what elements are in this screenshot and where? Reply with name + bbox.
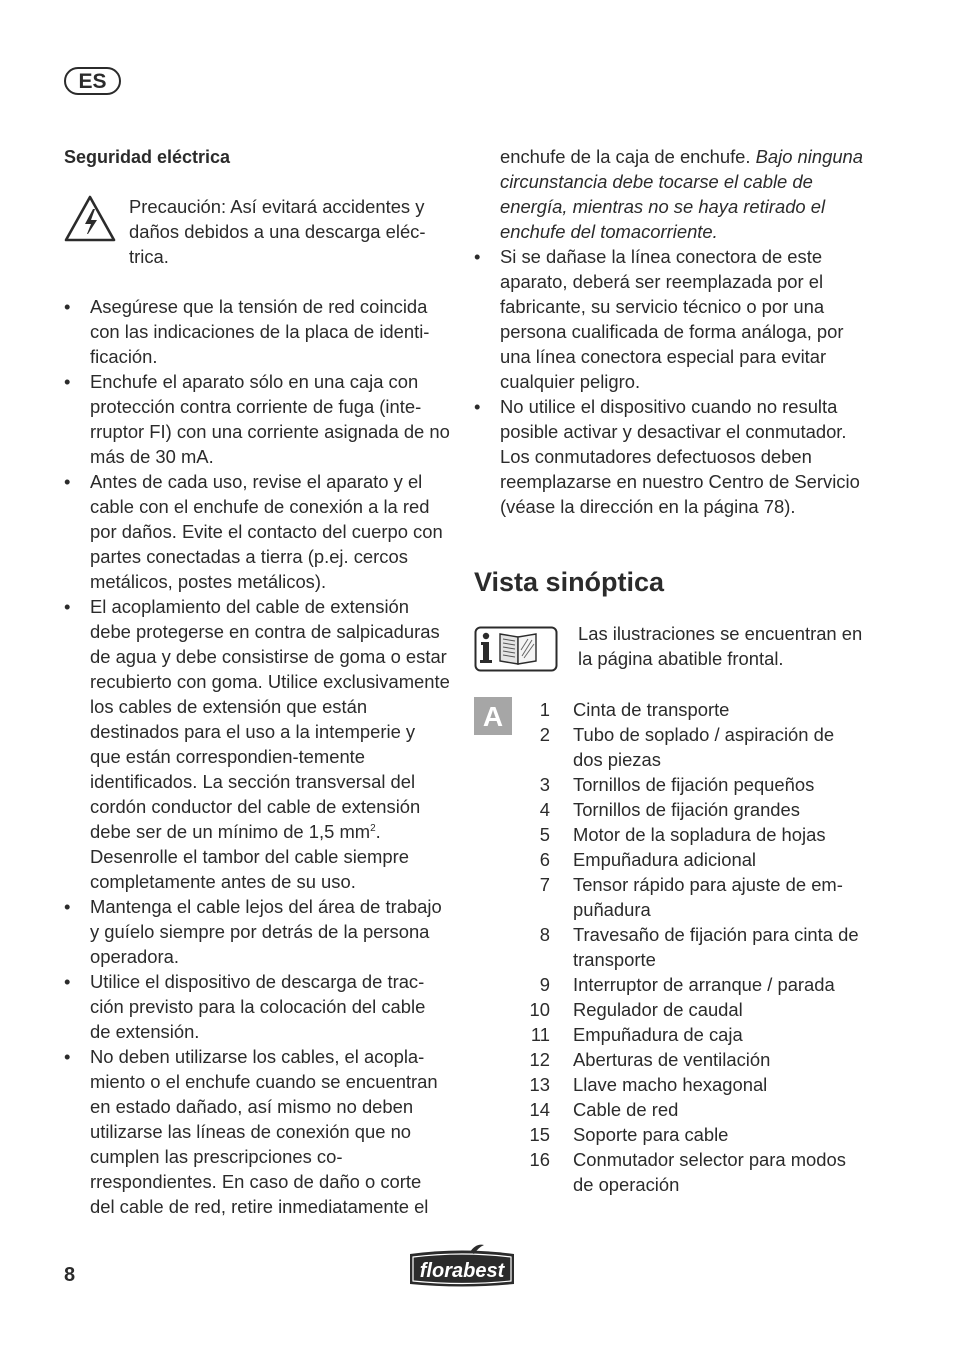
safety-bullet-list bbox=[64, 294, 450, 1219]
warning-block bbox=[64, 194, 450, 269]
part-number: 9 bbox=[539, 974, 550, 995]
part-label: Tornillos de fijación grandes bbox=[573, 799, 800, 820]
part-number: 12 bbox=[529, 1049, 550, 1070]
part-number: 14 bbox=[529, 1099, 550, 1120]
list-item bbox=[516, 822, 864, 847]
part-number: 6 bbox=[539, 849, 550, 870]
extension-text-part2: . Desenrolle el tambor del cable siempre completamente antes de su uso. bbox=[90, 821, 409, 892]
part-label: Cinta de transporte bbox=[573, 699, 730, 720]
right-bullet-list bbox=[474, 244, 864, 519]
list-item bbox=[516, 797, 864, 822]
part-number: 11 bbox=[530, 1024, 550, 1045]
list-item bbox=[516, 722, 864, 772]
parts-section bbox=[474, 697, 864, 1197]
part-number: 3 bbox=[539, 774, 550, 795]
list-item bbox=[516, 1072, 864, 1097]
list-item bbox=[516, 972, 864, 997]
continuation-paragraph bbox=[474, 144, 864, 244]
list-item bbox=[516, 1047, 864, 1072]
list-item: • Mantenga el cable lejos del área de trabajo y guíelo siempre por detrás de la persona operadora. bbox=[64, 894, 450, 969]
part-label: Tubo de soplado / aspiración de dos piezas bbox=[573, 724, 835, 770]
list-item bbox=[516, 847, 864, 872]
language-code: ES bbox=[78, 69, 107, 93]
info-text: Las ilustraciones se encuentran en la página abatible frontal. bbox=[578, 623, 863, 669]
list-item bbox=[516, 1097, 864, 1122]
part-number: 1 bbox=[539, 699, 550, 720]
electric-warning-icon bbox=[64, 194, 116, 244]
list-item: • Enchufe el aparato sólo en una caja con protección contra corriente de fuga (interruptor FI) con una corriente asignada de no más de 30 mA. bbox=[64, 369, 450, 469]
part-number: 8 bbox=[539, 924, 550, 945]
list-item: • Si se dañase la línea conectora de este aparato, deberá ser reemplazada por el fabricante, su servicio técnico o por una persona cualificada de forma análoga, por una línea conectora especial para evitar cualquier peligro. bbox=[474, 244, 864, 394]
list-item bbox=[516, 1147, 864, 1197]
overview-title: Vista sinóptica bbox=[474, 567, 665, 597]
list-item bbox=[516, 697, 864, 722]
part-label: Cable de red bbox=[573, 1099, 679, 1120]
part-number: 15 bbox=[529, 1124, 550, 1145]
list-item-extension-cable bbox=[64, 594, 450, 894]
part-number: 4 bbox=[539, 799, 550, 820]
part-label: Tornillos de fijación pequeños bbox=[573, 774, 815, 795]
continuation-italic: Bajo ninguna circunstancia debe tocarse el cable de energía, mientras no se haya retirado el enchufe del tomacorriente. bbox=[500, 146, 863, 242]
part-label: Soporte para cable bbox=[573, 1124, 729, 1145]
electrical-safety-heading: Seguridad eléctrica bbox=[64, 147, 231, 167]
florabest-logo bbox=[404, 1242, 520, 1290]
part-number: 10 bbox=[529, 999, 550, 1020]
part-label: Empuñadura adicional bbox=[573, 849, 757, 870]
list-item: • Asegúrese que la tensión de red coincida con las indicaciones de la placa de identificación. bbox=[64, 294, 450, 369]
parts-list bbox=[516, 697, 864, 1197]
left-column bbox=[64, 144, 450, 1219]
part-label: Tensor rápido para ajuste de empuñadura bbox=[573, 874, 843, 920]
list-item bbox=[516, 922, 864, 972]
language-badge bbox=[64, 67, 121, 95]
part-number: 16 bbox=[529, 1149, 550, 1170]
list-item bbox=[516, 872, 864, 922]
list-item bbox=[516, 772, 864, 797]
list-item: • No deben utilizarse los cables, el acoplamiento o el enchufe cuando se encuentran en estado dañado, así mismo no deben utilizarse las líneas de conexión que no cumplen las prescripciones correspondientes. En caso de daño o corte del cable de red, retire inmediatamente el bbox=[64, 1044, 450, 1219]
part-label: Interruptor de arranque / parada bbox=[573, 974, 835, 995]
part-number: 7 bbox=[539, 874, 550, 895]
page-number: 8 bbox=[64, 1264, 76, 1286]
list-item bbox=[516, 1022, 864, 1047]
warning-text: Precaución: Así evitará accidentes y daños debidos a una descarga eléctrica. bbox=[129, 196, 426, 267]
part-label: Regulador de caudal bbox=[573, 999, 743, 1020]
part-label: Llave macho hexagonal bbox=[573, 1074, 768, 1095]
right-column bbox=[474, 144, 864, 1197]
list-item bbox=[516, 1122, 864, 1147]
extension-text-part1: El acoplamiento del cable de extensión debe protegerse en contra de salpicaduras de agua y debe consistirse de goma o estar recubierto con goma. Utilice exclusivamente los cables de extensión que están destinados para el uso a la intemperie y que están correspondien-temente identificados. La sección transversal del cordón conductor del cable de extensión debe ser de un mínimo de 1,5 mm bbox=[90, 596, 450, 842]
part-label: Travesaño de fijación para cinta de transporte bbox=[573, 924, 859, 970]
list-item bbox=[516, 997, 864, 1022]
part-label: Empuñadura de caja bbox=[573, 1024, 743, 1045]
info-block bbox=[474, 621, 864, 672]
continuation-normal: enchufe de la caja de enchufe. bbox=[500, 146, 756, 167]
logo-text: florabest bbox=[419, 1260, 505, 1282]
superscript-2: 2 bbox=[370, 822, 376, 834]
list-item: • Utilice el dispositivo de descarga de tracción previsto para la colocación del cable de extensión. bbox=[64, 969, 450, 1044]
figure-a-badge: A bbox=[474, 697, 512, 735]
part-number: 13 bbox=[529, 1074, 550, 1095]
part-label: Motor de la sopladura de hojas bbox=[573, 824, 826, 845]
list-item: • Antes de cada uso, revise el aparato y el cable con el enchufe de conexión a la red por daños. Evite el contacto del cuerpo con partes conectadas a tierra (p.ej. cercos metálicos, postes metálicos). bbox=[64, 469, 450, 594]
part-number: 5 bbox=[539, 824, 550, 845]
part-number: 2 bbox=[539, 724, 550, 745]
info-manual-icon bbox=[474, 626, 558, 672]
list-item: • No utilice el dispositivo cuando no resulta posible activar y desactivar el conmutador. Los conmutadores defectuosos deben reemplazarse en nuestro Centro de Servicio (véase la dirección en la página 78). bbox=[474, 394, 864, 519]
part-label: Conmutador selector para modos de operación bbox=[573, 1149, 846, 1195]
part-label: Aberturas de ventilación bbox=[573, 1049, 771, 1070]
